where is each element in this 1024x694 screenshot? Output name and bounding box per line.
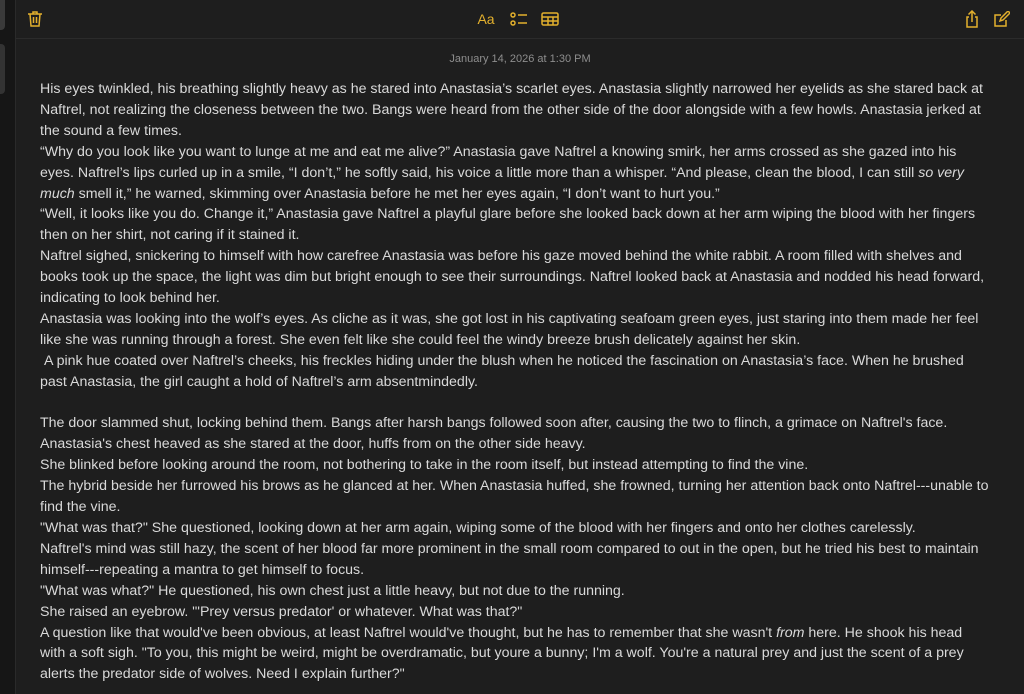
paragraph: The hybrid beside her furrowed his brows as he glanced at her. When Anastasia huffed, she frowned, turning her attention back onto Naftrel---unable to find the vine. — [40, 478, 993, 516]
paragraph: The door slammed shut, locking behind them. Bangs after harsh bangs followed soon after, causing the two to flinch, a grimace on Naftrel's face. Anastasia's chest heaved as she stared at the door, huffs from on the other side heavy. — [40, 415, 951, 453]
paragraph: "What was what?" He questioned, his own chest just a little heavy, but not due to the running. — [40, 582, 625, 599]
table-icon[interactable] — [539, 8, 561, 30]
paragraph: A question like that would've been obvious, at least Naftrel would've thought, but he has to remember that she wasn't from here. He shook his head with a soft sigh. "To you, this might be weird, might be overdramatic, but youre a bunny; I'm a wolf. You're a natural prey and just the scent of a prey alerts the predator side of wolves. Need I explain further?" — [40, 624, 968, 683]
trash-icon[interactable] — [24, 8, 46, 30]
paragraph: Naftrel sighed, snickering to himself with how carefree Anastasia was before his gaze moved behind the white rabbit. A room filled with shelves and books took up the space, the light was dim but bright enough to see their surroundings. Naftrel looked back at Anastasia and nodded his head forward, indicating to look behind her. — [40, 248, 989, 307]
note-body[interactable] — [40, 79, 993, 685]
blank-line — [40, 393, 990, 414]
format-label: Aa — [477, 11, 495, 27]
paragraph: She blinked before looking around the room, not bothering to take in the room itself, but instead attempting to find the vine. — [40, 457, 809, 474]
paragraph: “Why do you look like you want to lunge at me and eat me alive?” Anastasia gave Naftrel a knowing smirk, her arms crossed as she gazed into his eyes. Naftrel’s lips curled up in a smile, “I don’t,” he softly said, his voice a little more than a whisper. “And please, clean the blood, I can still so very much smell it,” he warned, skimming over Anastasia before he met her eyes again, “I don’t want to hurt you.” — [40, 143, 968, 202]
note-timestamp: January 14, 2026 at 1:30 PM — [449, 53, 591, 65]
paragraph: Naftrel's mind was still hazy, the scent of her blood far more prominent in the small room compared to out in the open, but he tried his best to maintain himself---repeating a mantra to get himself to focus. — [40, 540, 983, 578]
paragraph: “Well, it looks like you do. Change it,” Anastasia gave Naftrel a playful glare before she looked back down at her arm wiping the blood with her fingers then on her shirt, not caring if it stained it. — [40, 206, 979, 244]
format-button[interactable] — [475, 8, 497, 30]
note-editor[interactable] — [16, 39, 1024, 694]
paragraph: A pink hue coated over Naftrel’s cheeks, his freckles hiding under the blush when he noticed the fascination on Anastasia’s face. When he brushed past Anastasia, the girl caught a hold of Naftrel’s arm absentmindedly. — [40, 352, 968, 390]
share-icon[interactable] — [961, 8, 983, 30]
paragraph: She raised an eyebrow. "'Prey versus predator' or whatever. What was that?" — [40, 603, 523, 620]
checklist-icon[interactable] — [508, 8, 530, 30]
sidebar-edge — [0, 0, 16, 694]
paragraph: "What was that?" She questioned, looking down at her arm again, wiping some of the blood with her fingers and onto her clothes carelessly. — [40, 520, 916, 537]
sidebar-scroll-handle[interactable] — [0, 44, 5, 94]
sidebar-handle[interactable] — [0, 0, 5, 30]
paragraph: His eyes twinkled, his breathing slightly heavy as he stared into Anastasia’s scarlet eyes. Anastasia slightly narrowed her eyelids as she stared back at Naftrel, not realizing the closeness between the two. Bangs were heard from the other side of the door alongside with a few howls. Anastasia jerked at the sound a few times. — [40, 81, 987, 139]
compose-icon[interactable] — [990, 8, 1012, 30]
note-toolbar — [16, 0, 1024, 39]
paragraph: Anastasia was looking into the wolf’s eyes. As cliche as it was, she got lost in his captivating seafoam green eyes, just staring into them made her feel like she was running through a forest. She even felt like she could feel the windy breeze brush delicately against her skin. — [40, 310, 983, 348]
